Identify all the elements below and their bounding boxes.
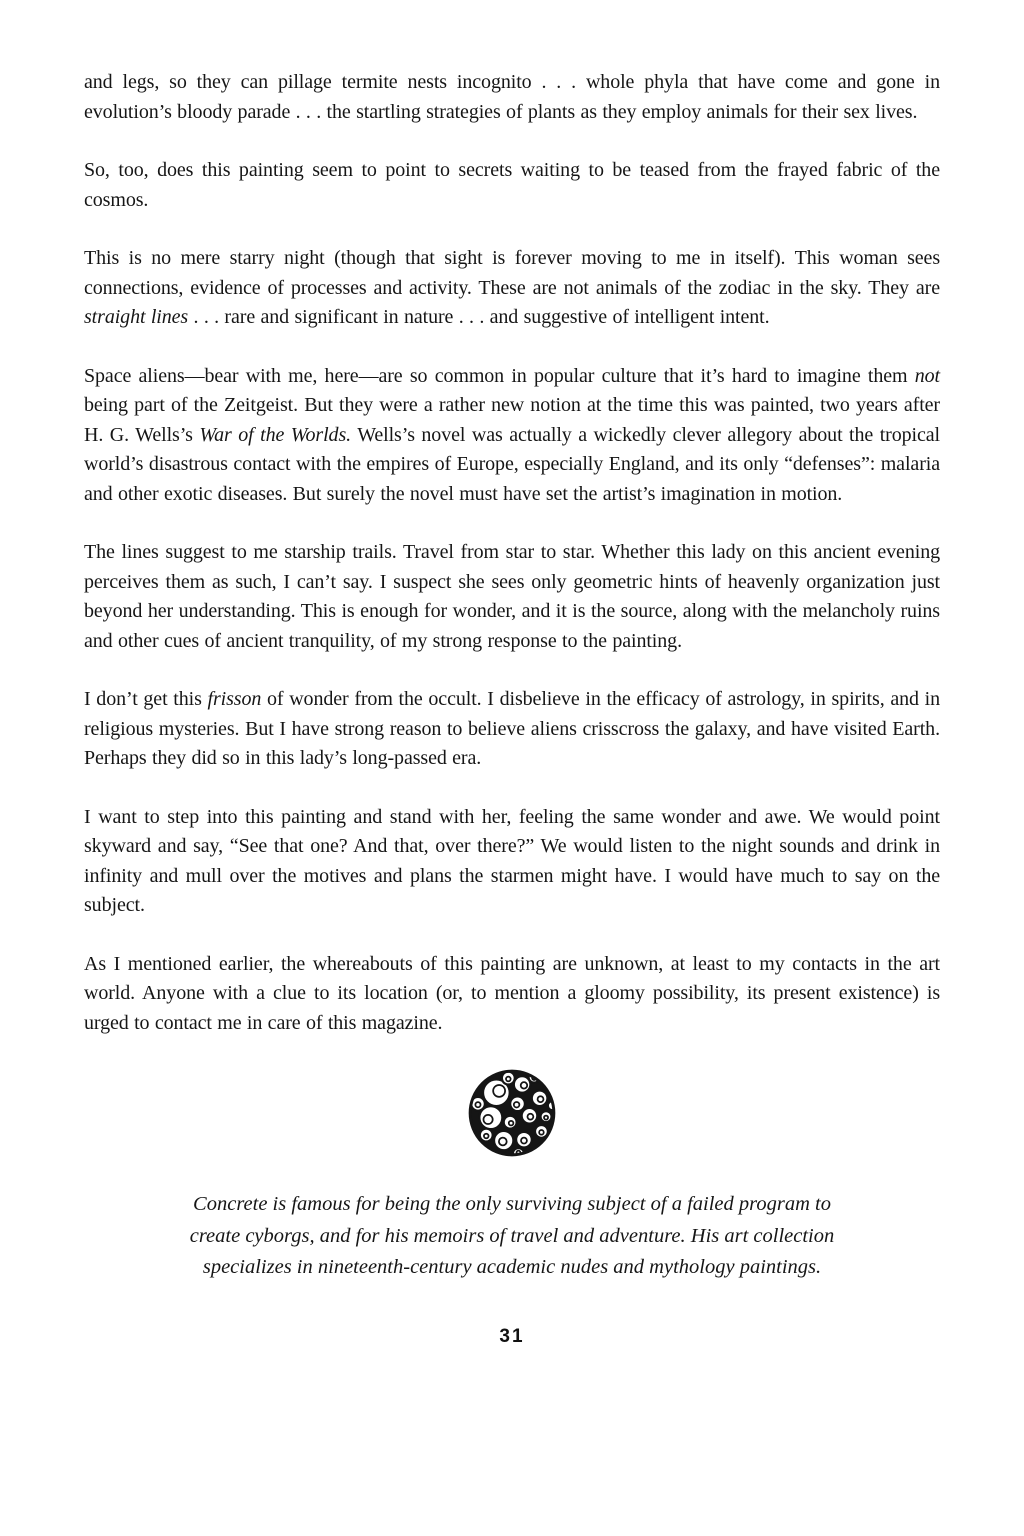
author-bio-line: specializes in nineteenth-century academic nudes and mythology paintings. bbox=[202, 1256, 822, 1278]
text-run: and legs, so they can pillage termite nests incognito . . . whole phyla that have come and gone in evolution’s bloody parade . . . the startling strategies of plants as they employ animals for their sex lives. bbox=[84, 71, 940, 123]
italic-text-run: War of the Worlds. bbox=[199, 423, 352, 446]
text-run: I don’t get this bbox=[84, 688, 208, 710]
text-run: This is no mere starry night (though that sight is forever moving to me in itself). This woman sees connections, evidence of processes and activity. These are not animals of the zodiac in the sky. They are bbox=[84, 247, 940, 299]
text-run: being part of the Zeitgeist. But they were a rather new notion at the time this was painted, two years after H. G. Wells’s bbox=[84, 394, 940, 446]
italic-text-run: straight lines bbox=[84, 306, 189, 328]
italic-text-run: frisson bbox=[207, 688, 262, 710]
text-run: Space aliens—bear with me, here—are so common in popular culture that it’s hard to imagine them bbox=[84, 364, 915, 387]
section-end-ornament bbox=[84, 1067, 940, 1159]
author-bio-line: create cyborgs, and for his memoirs of travel and adventure. His art collection bbox=[189, 1224, 835, 1247]
article-text bbox=[84, 68, 940, 1038]
paragraph bbox=[84, 538, 940, 656]
paragraph bbox=[84, 362, 940, 510]
text-run: . . . rare and significant in nature . . . and suggestive of intelligent intent. bbox=[188, 306, 770, 328]
paragraph bbox=[84, 68, 940, 127]
text-run: of wonder from the occult. I disbelieve in the efficacy of astrology, in spirits, and in religious mysteries. But I have strong reason to believe aliens crisscross the galaxy, and have visited Earth. Perhaps they did so in this lady’s long-passed era. bbox=[84, 688, 940, 769]
paragraph bbox=[84, 156, 940, 215]
italic-text-run: not bbox=[914, 364, 940, 387]
text-run: As I mentioned earlier, the whereabouts of this painting are unknown, at least to my contacts in the art world. Anyone with a clue to its location (or, to mention a gloomy possibility, its present existence) is urged to contact me in care of this magazine. bbox=[84, 952, 940, 1034]
paragraph bbox=[84, 244, 940, 333]
paragraph bbox=[84, 685, 940, 774]
text-run: I want to step into this painting and stand with her, feeling the same wonder and awe. We would point skyward and say, “See that one? And that, over there?” We would listen to the night sounds and drink in infinity and mull over the motives and plans the starmen might have. I would have much to say on the subject. bbox=[84, 805, 940, 916]
page-number: 31 bbox=[499, 1325, 525, 1347]
paragraph bbox=[84, 803, 940, 921]
author-bio-line: Concrete is famous for being the only surviving subject of a failed program to bbox=[193, 1193, 831, 1215]
paragraph bbox=[84, 950, 940, 1039]
author-bio bbox=[84, 1189, 940, 1284]
text-run: The lines suggest to me starship trails. Travel from star to star. Whether this lady on this ancient evening perceives them as such, I can’t say. I suspect she sees only geometric hints of heavenly organization just beyond her understanding. This is enough for wonder, and it is the source, along with the melancholy ruins and other cues of ancient tranquility, of my strong response to the painting. bbox=[84, 541, 940, 652]
cells-sphere-icon bbox=[466, 1067, 558, 1159]
text-run: Wells’s novel was actually a wickedly clever allegory about the tropical world’s disastrous contact with the empires of Europe, especially England, and its only “defenses”: malaria and other exotic diseases. But surely the novel must have set the artist’s imagination in motion. bbox=[84, 423, 940, 505]
text-run: So, too, does this painting seem to point to secrets waiting to be teased from the frayed fabric of the cosmos. bbox=[84, 159, 940, 211]
